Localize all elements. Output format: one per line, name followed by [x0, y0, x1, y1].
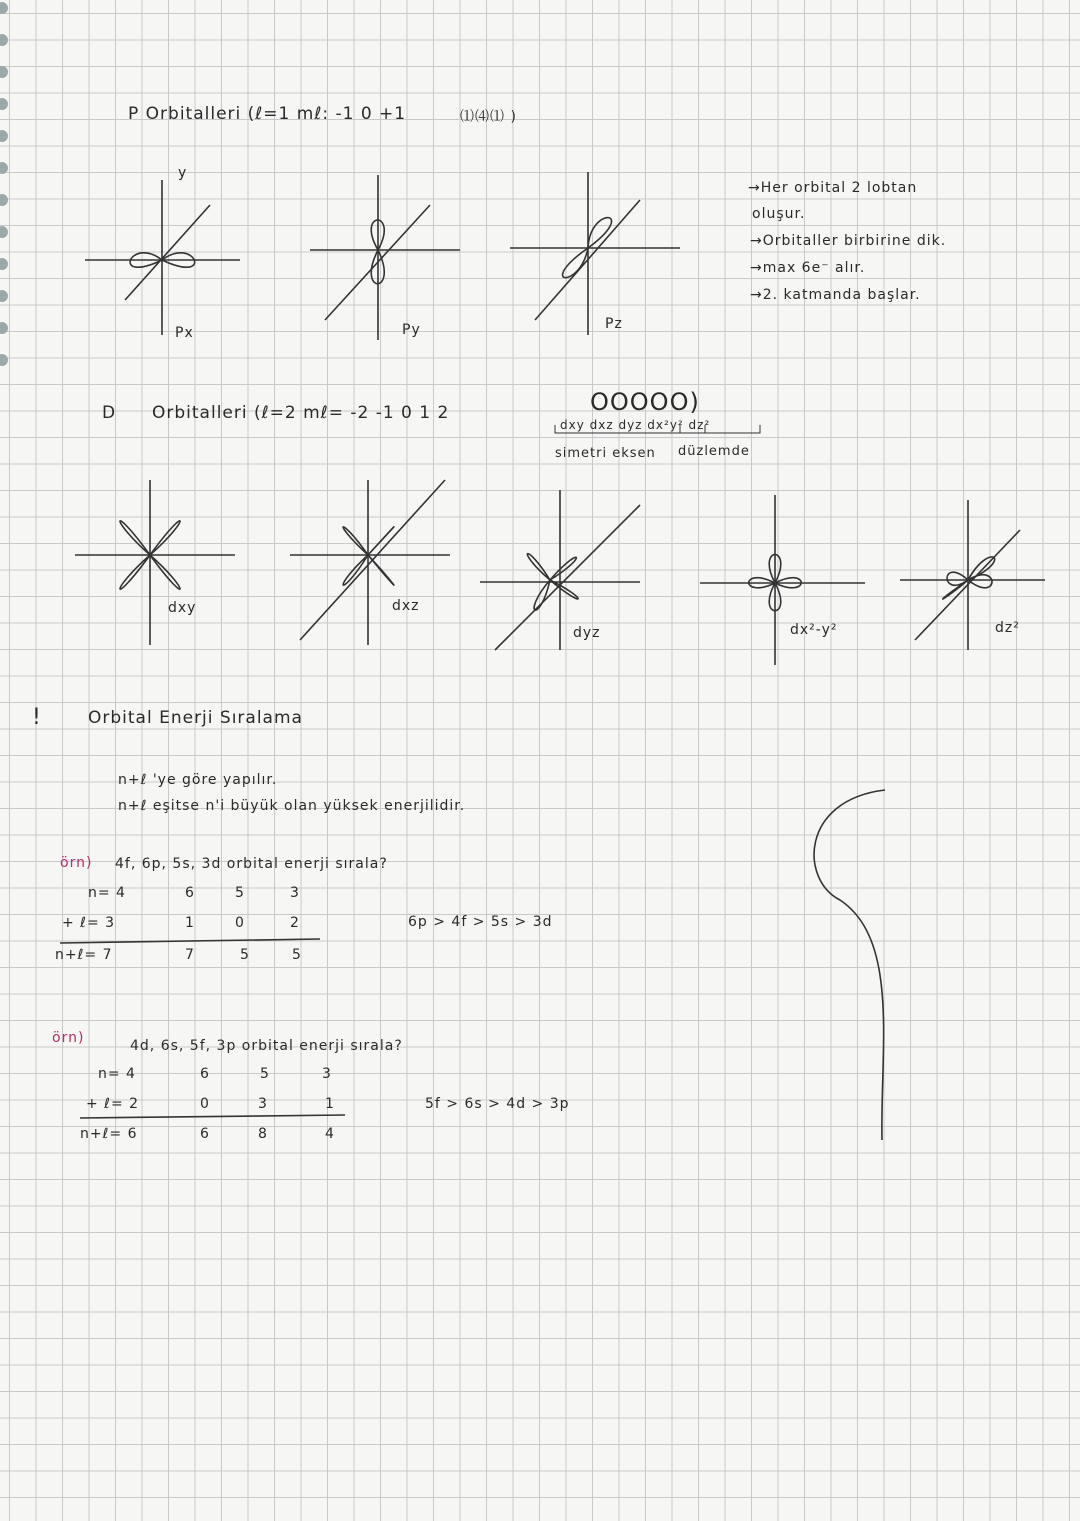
py-diagram — [310, 175, 460, 340]
cell: n+ℓ= 7 — [55, 947, 113, 963]
dxz-label: dxz — [392, 598, 420, 614]
example-question: 4f, 6p, 5s, 3d orbital enerji sırala? — [115, 856, 388, 872]
example-answer: 6p > 4f > 5s > 3d — [408, 914, 553, 930]
note-3: →Orbitaller birbirine dik. — [750, 233, 947, 249]
cell: 2 — [290, 915, 300, 931]
dyz-label: dyz — [573, 625, 601, 641]
rule-1: n+ℓ 'ye göre yapılır. — [118, 772, 278, 788]
note-5: →2. katmanda başlar. — [750, 287, 921, 303]
example-label: örn) — [60, 855, 93, 871]
cell: 6 — [200, 1066, 210, 1082]
dxy-diagram — [75, 480, 235, 645]
dyz-diagram — [480, 490, 640, 650]
cell: 3 — [258, 1096, 268, 1112]
cell: 1 — [325, 1096, 335, 1112]
cell: 5 — [292, 947, 302, 963]
dx2y2-diagram — [700, 495, 865, 665]
example-answer: 5f > 6s > 4d > 3p — [425, 1096, 570, 1112]
example-label: örn) — [52, 1030, 85, 1046]
cell: 8 — [258, 1126, 268, 1142]
dxz-diagram — [290, 480, 450, 645]
d-subs: dxy dxz dyz dx²y² dz² — [560, 418, 711, 432]
energy-heading: Orbital Enerji Sıralama — [88, 708, 303, 728]
cell: 1 — [185, 915, 195, 931]
cell: 5 — [260, 1066, 270, 1082]
cell: 6 — [185, 885, 195, 901]
cell: n= 4 — [98, 1066, 136, 1082]
pz-label: Pz — [605, 316, 623, 332]
cell: 0 — [200, 1096, 210, 1112]
d-electron-boxes: OOOOO) — [590, 388, 700, 416]
dz2-label: dz² — [995, 620, 1020, 636]
p-orbitals-title: P Orbitalleri (ℓ=1 mℓ: -1 0 +1 — [128, 104, 407, 124]
cell: n+ℓ= 6 — [80, 1126, 138, 1142]
decorative-curve — [814, 790, 885, 1140]
cell: 4 — [325, 1126, 335, 1142]
d-orbitals-title: Orbitalleri (ℓ=2 mℓ= -2 -1 0 1 2 — [152, 403, 450, 423]
group-plane: düzlemde — [678, 444, 750, 459]
dx2y2-label: dx²-y² — [790, 622, 838, 638]
cell: 3 — [290, 885, 300, 901]
example-question: 4d, 6s, 5f, 3p orbital enerji sırala? — [130, 1038, 403, 1054]
cell: 3 — [322, 1066, 332, 1082]
group-axis: simetri eksen — [555, 446, 656, 461]
cell: 0 — [235, 915, 245, 931]
cell: n= 4 — [88, 885, 126, 901]
note-1: →Her orbital 2 lobtan — [748, 180, 918, 196]
d-letter: D — [102, 403, 117, 423]
cell: + ℓ= 2 — [86, 1096, 140, 1112]
star-mark: ! — [32, 705, 42, 730]
cell: 6 — [200, 1126, 210, 1142]
p-electron-boxes: ⑴⑷⑴ ) — [460, 109, 517, 125]
rule-2: n+ℓ eşitse n'i büyük olan yüksek enerjilidir. — [118, 798, 466, 814]
px-diagram — [85, 180, 240, 335]
axis-label: y — [178, 165, 188, 181]
cell: + ℓ= 3 — [62, 915, 116, 931]
cell: 5 — [235, 885, 245, 901]
py-label: Py — [402, 322, 421, 338]
cell: 7 — [185, 947, 195, 963]
note-2: oluşur. — [752, 206, 806, 222]
pz-diagram — [510, 172, 680, 335]
dxy-label: dxy — [168, 600, 197, 616]
px-label: Px — [175, 325, 194, 341]
note-4: →max 6e⁻ alır. — [750, 260, 866, 276]
dz2-diagram — [900, 500, 1045, 650]
cell: 5 — [240, 947, 250, 963]
